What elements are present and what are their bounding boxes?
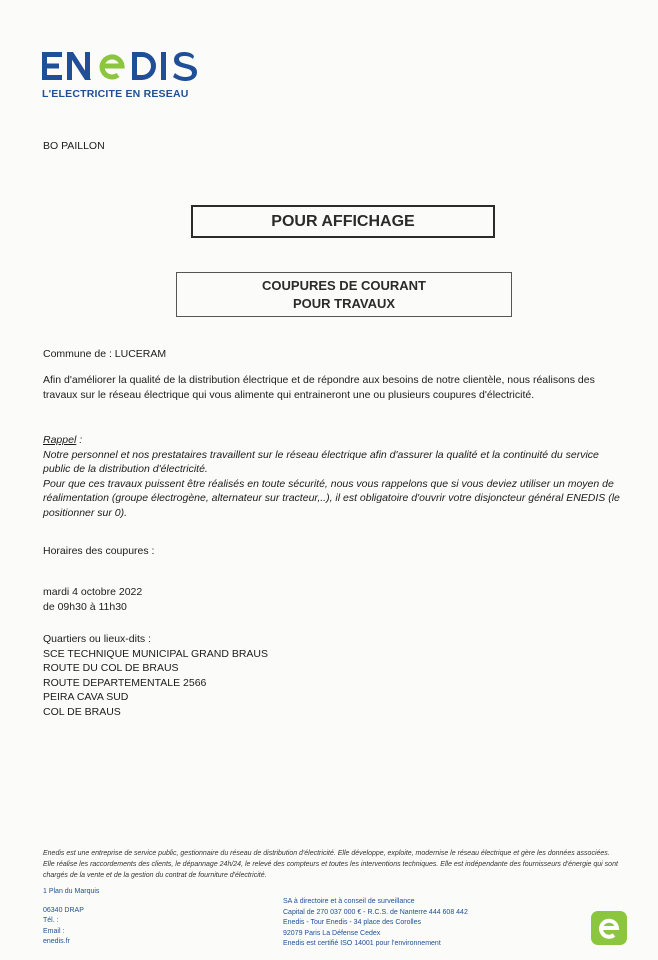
addressee: BO PAILLON [43, 140, 105, 152]
address-street: 1 Plan du Marquis [43, 888, 100, 895]
location-item: COL DE BRAUS [43, 705, 121, 718]
company-city: 92079 Paris La Défense Cedex [283, 929, 381, 937]
company-certification: Enedis est certifié ISO 14001 pour l'environnement [283, 940, 441, 947]
reminder-line-2: Pour que ces travaux puissent être réalisés en toute sécurité, nous vous rappelons que si vous deviez utiliser un moyen de réalimentation (groupe électrogène, alternateur sur tracteur,..), il est obligatoire d'ouvrir votre disjoncteur général ENEDIS (le positionner sur 0). [43, 477, 620, 519]
reminder-section [43, 433, 628, 520]
website-link[interactable]: enedis.fr [43, 938, 70, 945]
reminder-line-1: Notre personnel et nos prestataires travaillent sur le réseau électrique afin d'assurer la qualité et la continuité du service public de la distribution d'électricité. [43, 448, 599, 475]
subject-line-1: COUPURES DE COURANT [262, 277, 426, 293]
location-item: ROUTE DEPARTEMENTALE 2566 [43, 676, 207, 689]
footer-description: Enedis est une entreprise de service public, gestionnaire du réseau de distribution d'électricité. Elle développe, exploite, modernise le réseau électrique et gère les données associées. Elle réalise les raccordements des clients, le dépannage 24h/24, le relevé des compteurs et toutes les interventions techniques. Elle est indépendante des fournisseurs d'énergie qui sont chargés de la vente et de la gestion du contrat de fourniture d'électricité. [43, 850, 618, 879]
address-email: Email : [43, 927, 65, 935]
location-item: ROUTE DU COL DE BRAUS [43, 662, 179, 674]
company-hq: Enedis - Tour Enedis - 34 place des Corolles [283, 919, 422, 926]
footer-address-right [283, 897, 468, 950]
company-capital: Capital de 270 037 000 € - R.C.S. de Nanterre 444 608 442 [283, 908, 468, 916]
schedule-block [43, 585, 142, 614]
display-notice-label: POUR AFFICHAGE [271, 212, 415, 230]
locations-block [43, 632, 268, 719]
schedule-label: Horaires des coupures : [43, 545, 155, 557]
reminder-title: Rappel [43, 434, 77, 446]
footer-address-left [43, 887, 99, 948]
address-phone: Tél. : [43, 917, 59, 924]
enedis-logo [40, 44, 200, 88]
reminder-title-suffix: : [76, 434, 83, 446]
schedule-date: mardi 4 octobre 2022 [43, 586, 143, 598]
commune: Commune de : LUCERAM [43, 348, 167, 360]
logo-tagline: L'ELECTRICITE EN RESEAU [42, 88, 189, 100]
address-city: 06340 DRAP [43, 906, 84, 914]
intro-paragraph: Afin d'améliorer la qualité de la distribution électrique et de répondre aux besoins de notre clientèle, nous réalisons des travaux sur le réseau électrique qui vous alimente qui entraineront une ou plusieurs coupures d'électricité. [43, 374, 595, 401]
subject-line-2: POUR TRAVAUX [292, 295, 396, 311]
location-item: PEIRA CAVA SUD [43, 691, 129, 703]
company-form: SA à directoire et à conseil de surveillance [283, 898, 415, 905]
display-notice-box [191, 205, 495, 238]
enedis-small-logo-icon [591, 911, 627, 945]
location-item: SCE TECHNIQUE MUNICIPAL GRAND BRAUS [43, 647, 269, 660]
locations-label: Quartiers ou lieux-dits : [43, 633, 151, 645]
subject-box [176, 272, 512, 317]
schedule-time: de 09h30 à 11h30 [43, 600, 127, 613]
